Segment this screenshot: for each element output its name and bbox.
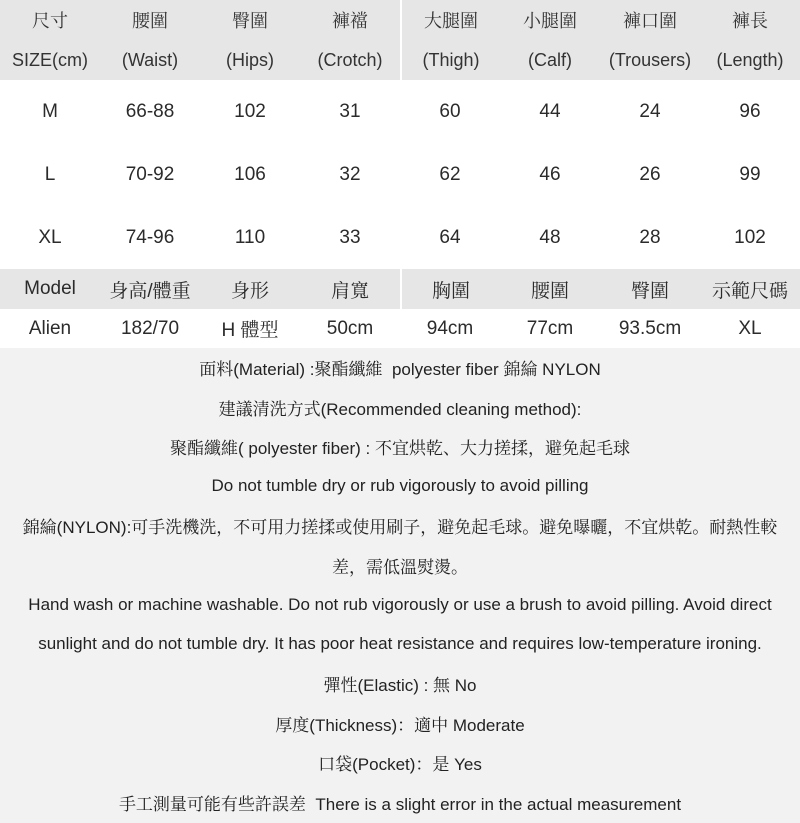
thickness-line: 厚度(Thickness)：適中 Moderate bbox=[275, 715, 525, 735]
header-size-zh: 尺寸 bbox=[32, 11, 68, 31]
size-label: XL bbox=[38, 226, 62, 248]
elastic-line: 彈性(Elastic) : 無 No bbox=[323, 676, 477, 696]
model-chest: 94cm bbox=[426, 317, 474, 339]
waist-value: 70-92 bbox=[125, 163, 175, 185]
model-body-type: H 體型 bbox=[221, 320, 279, 341]
model-name: Alien bbox=[28, 317, 72, 339]
calf-value: 48 bbox=[539, 226, 561, 248]
model-sample-size: XL bbox=[738, 317, 762, 339]
model-hips: 93.5cm bbox=[618, 317, 682, 339]
calf-value: 46 bbox=[539, 163, 561, 185]
thigh-value: 62 bbox=[439, 163, 461, 185]
header-hips-zh: 臀圍 bbox=[232, 11, 268, 31]
polyester-care-zh: 聚酯纖維( polyester fiber) : 不宜烘乾、大力搓揉，避免起毛球 bbox=[170, 439, 630, 459]
hips-value: 106 bbox=[234, 163, 266, 185]
header-thigh-en: (Thigh) bbox=[400, 40, 500, 80]
calf-value: 44 bbox=[539, 100, 561, 122]
thigh-value: 60 bbox=[439, 100, 461, 122]
hips-value: 102 bbox=[234, 100, 266, 122]
header-shoulder: 肩寬 bbox=[330, 280, 369, 302]
nylon-care-en-line1: Hand wash or machine washable. Do not rub vigorously or use a brush to avoid pilling. Avoid direct bbox=[28, 594, 772, 614]
thigh-value: 64 bbox=[439, 226, 461, 248]
model-shoulder: 50cm bbox=[326, 317, 374, 339]
trousers-value: 24 bbox=[639, 100, 661, 122]
header-calf-en: (Calf) bbox=[528, 49, 572, 70]
size-header-zh-row bbox=[0, 0, 800, 40]
product-info-section bbox=[0, 348, 800, 823]
size-label: M bbox=[42, 100, 58, 122]
length-value: 96 bbox=[739, 100, 761, 122]
header-calf-zh: 小腿圍 bbox=[523, 11, 577, 31]
model-waist: 77cm bbox=[526, 317, 574, 339]
nylon-care-zh-line1: 錦綸(NYLON):可手洗機洗，不可用力搓揉或使用刷子，避免起毛球。避免曝曬，不宜烘乾。耐熱性較 bbox=[22, 518, 778, 538]
nylon-care-zh-line2: 差，需低溫熨燙。 bbox=[332, 557, 468, 577]
length-value: 99 bbox=[739, 163, 761, 185]
size-header-en-row bbox=[0, 40, 800, 80]
cleaning-method-heading: 建議清洗方式(Recommended cleaning method): bbox=[218, 399, 582, 419]
header-thigh-zh: 大腿圍 bbox=[400, 0, 500, 40]
header-size-en: SIZE(cm) bbox=[12, 49, 88, 70]
crotch-value: 32 bbox=[339, 163, 361, 185]
waist-value: 74-96 bbox=[125, 226, 175, 248]
crotch-value: 33 bbox=[339, 226, 361, 248]
header-crotch-en: (Crotch) bbox=[317, 49, 383, 70]
header-crotch-zh: 褲襠 bbox=[332, 11, 368, 31]
pocket-line: 口袋(Pocket)：是 Yes bbox=[318, 755, 482, 775]
material-line: 面料(Material) :聚酯纖維 polyester fiber 錦綸 NYLON bbox=[199, 360, 601, 380]
header-model-hips: 臀圍 bbox=[630, 280, 669, 302]
header-model: Model bbox=[24, 278, 76, 299]
crotch-value: 31 bbox=[339, 100, 361, 122]
header-sample-size: 示範尺碼 bbox=[711, 280, 788, 302]
size-row-m bbox=[0, 80, 800, 143]
polyester-care-en: Do not tumble dry or rub vigorously to avoid pilling bbox=[211, 476, 589, 496]
size-row-l bbox=[0, 143, 800, 206]
hips-value: 110 bbox=[234, 226, 266, 248]
size-row-xl bbox=[0, 206, 800, 269]
trousers-value: 26 bbox=[639, 163, 661, 185]
header-trousers-zh: 褲口圍 bbox=[623, 11, 677, 31]
measurement-disclaimer: 手工測量可能有些許誤差 There is a slight error in the actual measurement bbox=[118, 794, 682, 814]
header-chest: 胸圍 bbox=[400, 269, 500, 309]
waist-value: 66-88 bbox=[125, 100, 175, 122]
header-trousers-en: (Trousers) bbox=[608, 49, 692, 70]
header-waist-en: (Waist) bbox=[121, 49, 179, 70]
nylon-care-en-line2: sunlight and do not tumble dry. It has poor heat resistance and requires low-temperature ironing. bbox=[38, 634, 762, 654]
header-length-en: (Length) bbox=[716, 49, 784, 70]
length-value: 102 bbox=[734, 226, 766, 248]
model-row bbox=[0, 309, 800, 348]
header-model-waist: 腰圍 bbox=[530, 280, 569, 302]
header-height-weight: 身高/體重 bbox=[109, 280, 191, 302]
header-body-type: 身形 bbox=[230, 280, 269, 302]
size-label: L bbox=[44, 163, 56, 185]
model-height-weight: 182/70 bbox=[120, 317, 180, 339]
header-length-zh: 褲長 bbox=[732, 11, 768, 31]
model-header-row bbox=[0, 269, 800, 309]
header-waist-zh: 腰圍 bbox=[132, 11, 168, 31]
header-hips-en: (Hips) bbox=[226, 49, 274, 70]
trousers-value: 28 bbox=[639, 226, 661, 248]
